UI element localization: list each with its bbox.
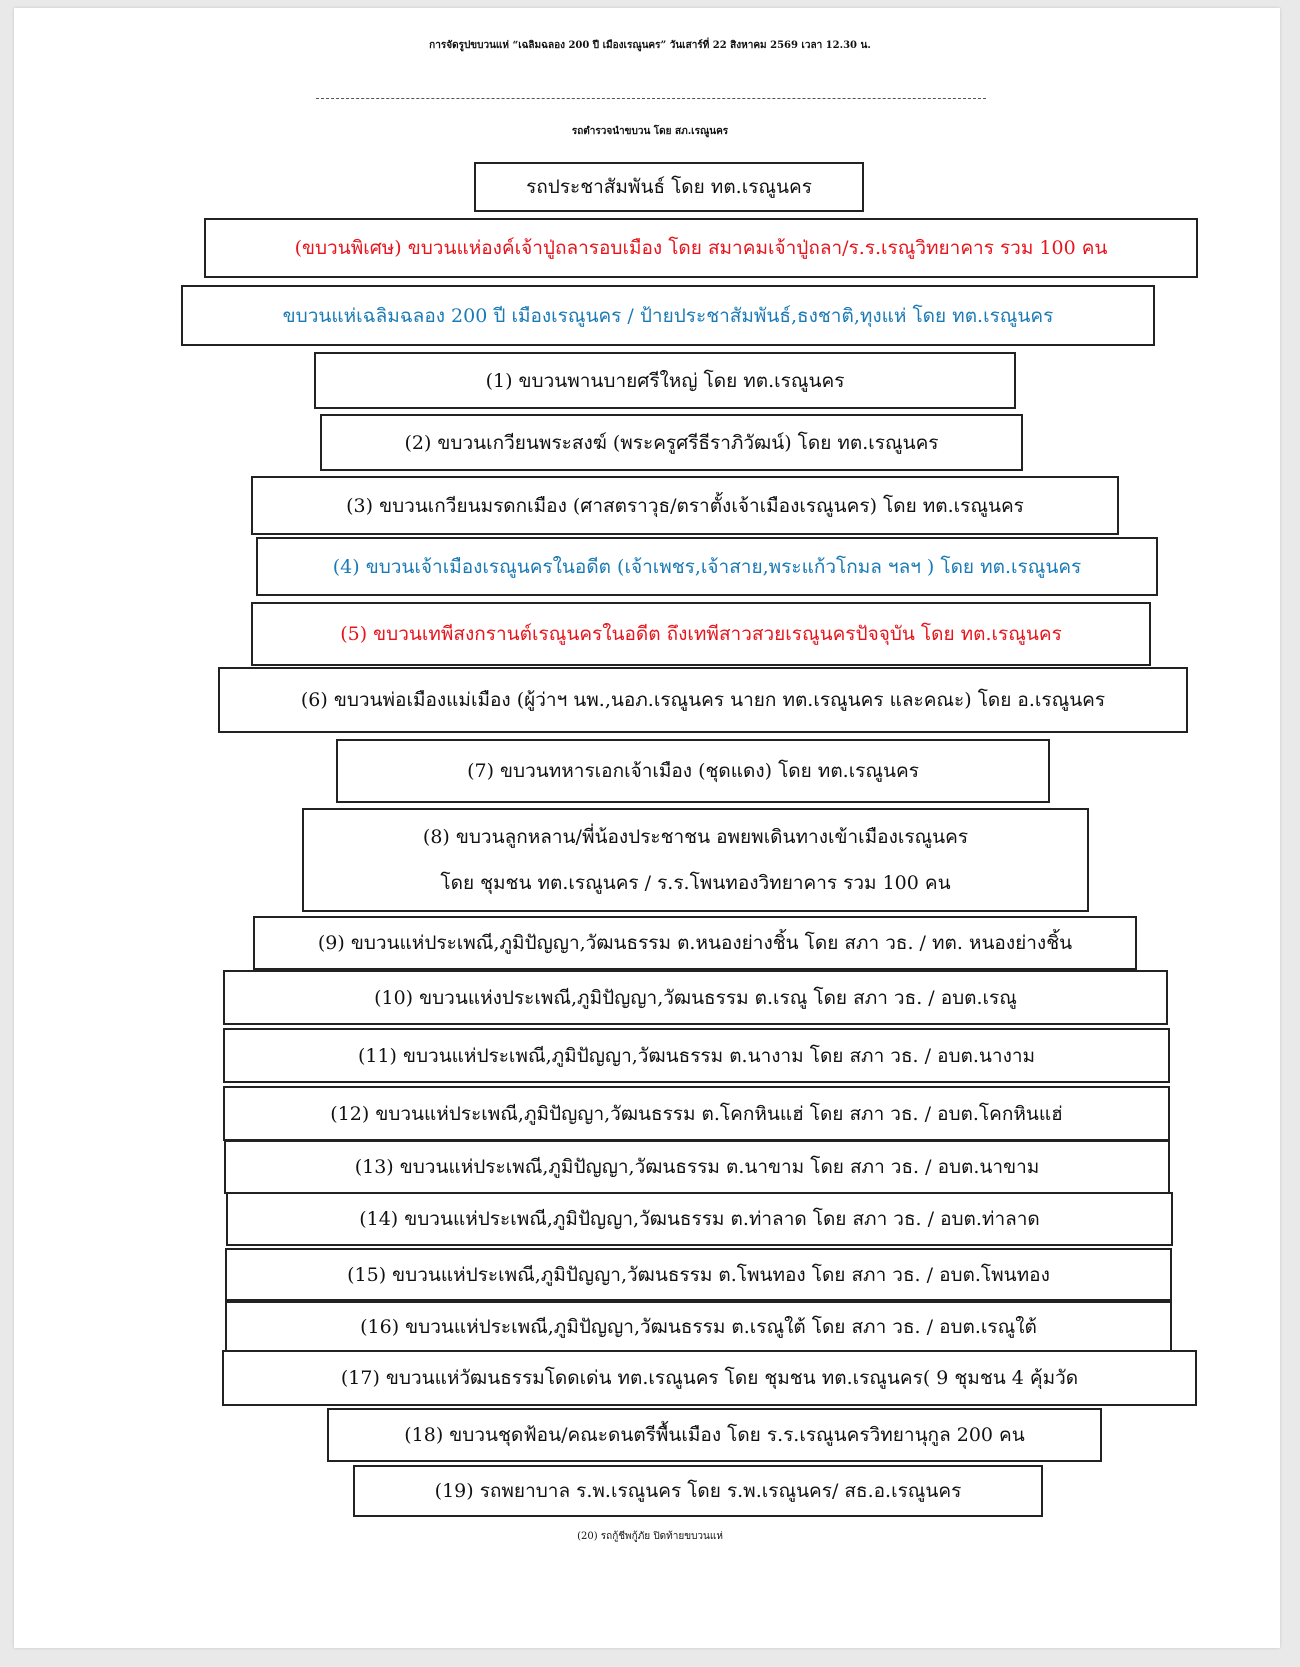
box-pr-car [474, 162, 864, 212]
box-procession-9 [253, 916, 1137, 970]
procession-16-text: (16) ขบวนแห่ประเพณี,ภูมิปัญญา,วัฒนธรรม ต.เรณูใต้ โดย สภา วธ. / อบต.เรณูใต้ [360, 1315, 1037, 1338]
box-procession-12 [223, 1086, 1170, 1141]
document-title: การจัดรูปขบวนแห่ “เฉลิมฉลอง 200 ปี เมืองเรณูนคร” วันเสาร์ที่ 22 สิงหาคม 2569 เวลา 12.30 น. [429, 40, 871, 51]
procession-10-text: (10) ขบวนแห่งประเพณี,ภูมิปัญญา,วัฒนธรรม ต.เรณู โดย สภา วธ. / อบต.เรณู [374, 986, 1017, 1009]
procession-19-text: (19) รถพยาบาล ร.พ.เรณูนคร โดย ร.พ.เรณูนคร/ สธ.อ.เรณูนคร [434, 1480, 962, 1502]
box-celebration-procession [181, 285, 1155, 346]
box-special-procession [204, 218, 1198, 278]
box-procession-6 [218, 667, 1188, 733]
procession-20-text: (20) รถกู้ชีพกู้ภัย ปิดท้ายขบวนแห่ [577, 1531, 723, 1542]
box-procession-11 [223, 1028, 1170, 1083]
box-procession-3 [251, 476, 1119, 535]
procession-13-text: (13) ขบวนแห่ประเพณี,ภูมิปัญญา,วัฒนธรรม ต.นาขาม โดย สภา วธ. / อบต.นาขาม [354, 1156, 1040, 1178]
box-procession-5 [251, 602, 1151, 666]
procession-9-text: (9) ขบวนแห่ประเพณี,ภูมิปัญญา,วัฒนธรรม ต.หนองย่างชิ้น โดย สภา วธ. / ทต. หนองย่างชิ้น [317, 932, 1073, 954]
procession-1-text: (1) ขบวนพานบายศรีใหญ่ โดย ทต.เรณูนคร [485, 369, 845, 392]
procession-8-line-2: โดย ชุมชน ทต.เรณูนคร / ร.ร.โพนทองวิทยาคาร รวม 100 คน [440, 872, 951, 894]
procession-11-text: (11) ขบวนแห่ประเพณี,ภูมิปัญญา,วัฒนธรรม ต.นางาม โดย สภา วธ. / อบต.นางาม [357, 1044, 1036, 1067]
box-procession-16 [225, 1301, 1172, 1352]
procession-3-text: (3) ขบวนเกวียนมรดกเมือง (ศาสตราวุธ/ตราตั้งเจ้าเมืองเรณูนคร) โดย ทต.เรณูนคร [346, 494, 1024, 517]
box-procession-14 [226, 1192, 1173, 1246]
special-procession-text: (ขบวนพิเศษ) ขบวนแห่องค์เจ้าปู่ถลารอบเมือง โดย สมาคมเจ้าปู่ถลา/ร.ร.เรณูวิทยาคาร รวม 100 คน [294, 237, 1108, 259]
procession-18-text: (18) ขบวนชุดฟ้อน/คณะดนตรีพื้นเมือง โดย ร.ร.เรณูนครวิทยานุกูล 200 คน [404, 1424, 1025, 1446]
procession-6-text: (6) ขบวนพ่อเมืองแม่เมือง (ผู้ว่าฯ นพ.,นอภ.เรณูนคร นายก ทต.เรณูนคร และคณะ) โดย อ.เรณูนคร [300, 689, 1106, 711]
pr-car-text: รถประชาสัมพันธ์ โดย ทต.เรณูนคร [526, 176, 812, 198]
box-procession-13 [224, 1140, 1170, 1194]
box-procession-8 [302, 808, 1089, 912]
box-procession-18 [327, 1408, 1102, 1462]
procession-14-text: (14) ขบวนแห่ประเพณี,ภูมิปัญญา,วัฒนธรรม ต.ท่าลาด โดย สภา วธ. / อบต.ท่าลาด [359, 1208, 1040, 1230]
dashed-divider [316, 98, 986, 99]
celebration-procession-text: ขบวนแห่เฉลิมฉลอง 200 ปี เมืองเรณูนคร / ป้ายประชาสัมพันธ์,ธงชาติ,ทุงแห่ โดย ทต.เรณูนคร [282, 304, 1054, 327]
box-procession-10 [223, 970, 1168, 1025]
procession-15-text: (15) ขบวนแห่ประเพณี,ภูมิปัญญา,วัฒนธรรม ต.โพนทอง โดย สภา วธ. / อบต.โพนทอง [347, 1263, 1050, 1286]
box-procession-7 [336, 739, 1050, 803]
box-procession-19 [353, 1465, 1043, 1517]
lead-police-car: รถตำรวจนำขบวน โดย สภ.เรณูนคร [571, 126, 729, 137]
box-procession-15 [225, 1248, 1172, 1301]
procession-8-line-1: (8) ขบวนลูกหลาน/พี่น้องประชาชน อพยพเดินทางเข้าเมืองเรณูนคร [422, 826, 969, 848]
box-procession-17 [222, 1350, 1197, 1406]
procession-2-text: (2) ขบวนเกวียนพระสงฆ์ (พระครูศรีธีราภิวัฒน์) โดย ทต.เรณูนคร [404, 431, 939, 454]
procession-5-text: (5) ขบวนเทพีสงกรานต์เรณูนครในอดีต ถึงเทพีสาวสวยเรณูนครปัจจุบัน โดย ทต.เรณูนคร [340, 623, 1062, 645]
box-procession-1 [314, 352, 1016, 409]
procession-17-text: (17) ขบวนแห่วัฒนธรรมโดดเด่น ทต.เรณูนคร โดย ชุมชน ทต.เรณูนคร( 9 ชุมชน 4 คุ้มวัด [340, 1367, 1079, 1389]
procession-7-text: (7) ขบวนทหารเอกเจ้าเมือง (ชุดแดง) โดย ทต.เรณูนคร [467, 760, 919, 782]
procession-12-text: (12) ขบวนแห่ประเพณี,ภูมิปัญญา,วัฒนธรรม ต.โคกหินแฮ่ โดย สภา วธ. / อบต.โคกหินแฮ่ [330, 1102, 1063, 1125]
box-procession-4 [256, 537, 1158, 596]
procession-4-text: (4) ขบวนเจ้าเมืองเรณูนครในอดีต (เจ้าเพชร,เจ้าสาย,พระแก้วโกมล ฯลฯ ) โดย ทต.เรณูนคร [332, 555, 1082, 578]
box-procession-2 [320, 414, 1023, 471]
